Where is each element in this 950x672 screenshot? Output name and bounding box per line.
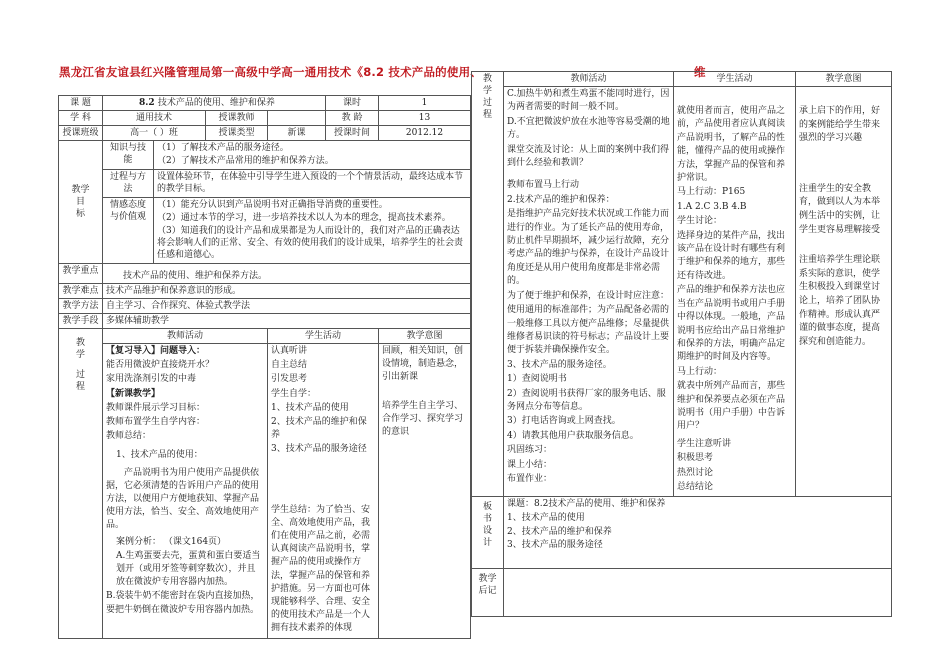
right-process-label: 教 学 过 程 — [472, 72, 504, 497]
board-design-content: 课题：8.2技术产品的使用、维护和保养 1、技术产品的使用 2、技术产品的维护和保养 3、技术产品的服务途径 — [504, 497, 892, 569]
process-label: 教 学 过 程 — [59, 329, 103, 639]
goals-label: 教学 目 标 — [59, 141, 103, 264]
document-title-line-2: 维 — [694, 65, 706, 79]
period-label: 课时 — [326, 96, 379, 111]
difficulty-value: 技术产品维护和保养意识的形成。 — [103, 284, 471, 299]
class-value: 高一（ ）班 — [103, 126, 206, 141]
lesson-type-value: 新课 — [268, 126, 326, 141]
lesson-plan-right-table — [471, 71, 892, 617]
right-intent-cell: 承上启下的作用，好的案例能给学生带来强烈的学习兴趣 注重学生的安全教育，做到以人为本举例生活中的实例，让学生更容易理解接受 注重培养学生理论联系实际的意识，使学生积极投入到课堂讨论上，培养了团队协作精神。形成认真严谨的做事态度，提高探究和创造能力。 — [796, 87, 892, 497]
goal-attitude-text: （1）能充分认识到产品说明书对正确指导消费的重要性。 （2）通过本节的学习，进一步培养技术以人为本的理念，提高技术素养。 （3）知道我们的设计产品和成果都是为人而设计的，我们对产品的正确表达将会影响人们的正常、安全、有效的使用我们的设计成果，培养学生的社会责任感和道德心。 — [154, 198, 471, 264]
seniority-label: 教 龄 — [326, 111, 379, 126]
goal-attitude-label: 情感态度与价值观 — [103, 198, 154, 264]
topic-label: 课 题 — [59, 96, 103, 111]
right-student-cell: 就使用者而言，使用产品之前，产品使用者应认真阅读产品说明书，了解产品的性能，懂得产品的使用或操作方法，掌握产品的保管和养护常识。 马上行动：P165 1.A 2.C 3.B 4.B 学生讨论： 选择身边的某件产品，找出该产品在设计时有哪些有利于维护和保养的地方，那些还有待改进。 产品的维护和保养方法也应当在产品说明书或用户手册中得以体现。一般地，产品说明书应给出产品日常维护和保养的方法，明确产品定期维护的时间及内容等。 马上行动： 就表中所列产品而言，那些维护和保养要点必须在产品说明书（用户手册）中告诉用户？ 学生注意听讲 积极思考 热烈讨论 总结结论 — [674, 87, 796, 497]
right-col-student: 学生活动 — [674, 72, 796, 87]
class-label: 授课班级 — [59, 126, 103, 141]
means-value: 多媒体辅助教学 — [103, 314, 471, 329]
board-design-label: 板 书 设 计 — [472, 497, 504, 569]
col-teaching-intent: 教学意图 — [379, 329, 471, 344]
subject-value: 通用技术 — [103, 111, 206, 126]
right-col-teacher: 教师活动 — [504, 72, 674, 87]
teacher-activity-cell: 【复习导入】问题导入： 能否用微波炉直接烧开水？ 家用洗涤剂引发的中毒 【新课教学】 教师课件展示学习目标： 教师布置学生自学内容： 教师总结： 1、技术产品的使用： 产品说明书为用户使用产品提供依据，它必须清楚的告诉用户产品的使用方法，以便用户方便地获知、掌握产品使用方法，恰当、安全、高效地使用产品。 案例分析： （课文164页） A.生鸡蛋要去壳，蛋黄和蛋白要适当划开（或用牙签等刺穿数次），并且放在微波炉专用容器内加热。 B.袋装牛奶不能密封在袋内直接加热，要把牛奶倒在微波炉专用容器内加热。 — [103, 344, 268, 639]
goal-process-label: 过程与方法 — [103, 170, 154, 198]
key-point-value: 技术产品的使用、维护和保养方法。 — [103, 264, 471, 284]
topic-value: 8.2 技术产品的使用、维护和保养 — [103, 96, 326, 111]
teacher-value — [268, 111, 326, 126]
means-label: 教学手段 — [59, 314, 103, 329]
right-teacher-cell: C.加热牛奶和煮生鸡蛋不能同时进行，因为两者需要的时间一般不同。 D.不宜把微波炉放在水池等容易受潮的地方。 课堂交流及讨论：从上面的案例中我们得到什么经验和教训？ 教师布置马上行动 2.技术产品的维护和保养： 是指维护产品完好技术状况或工作能力而进行的作业。为了延长产品的使用寿命，防止机件早期损坏，减少运行故障，充分考虑产品的维护与保养，在设计产品设计角度还是从用户使用角度都是非常必需的。 为了便于维护和保养，在设计时应注意： 使用通用的标准部件；为产品配备必需的一般维修工具以方便产品维修；尽量提供维修者易识读的符号标志；产品设计上要便于拆装并确保操作安全。 3、技术产品的服务途径。 1）查阅说明书 2）查阅说明书获得厂家的服务电话、服务网点分布等信息。 3）打电话咨询或上网查找。 4）请教其他用户获取服务信息。 巩固练习： 课上小结： 布置作业： — [504, 87, 674, 497]
intent-cell: 回顾，相关知识，创设情境，制造悬念，引出新课 培养学生自主学习、合作学习、探究学习的意识 — [379, 344, 471, 639]
lesson-time-label: 授课时间 — [326, 126, 379, 141]
teacher-label: 授课教师 — [206, 111, 268, 126]
col-teacher-activity: 教师活动 — [103, 329, 268, 344]
period-value: 1 — [379, 96, 471, 111]
lesson-plan-left-table — [58, 95, 471, 639]
goal-knowledge-text: （1）了解技术产品的服务途径。 （2）了解技术产品常用的维护和保养方法。 — [154, 141, 471, 170]
lesson-time-value: 2012.12 — [379, 126, 471, 141]
right-col-intent: 教学意图 — [796, 72, 892, 87]
method-label: 教学方法 — [59, 299, 103, 314]
reflection-label: 教学 后记 — [472, 569, 504, 617]
goal-process-text: 设置体验环节，在体验中引导学生进入预设的一个个情景活动，最终达成本节的教学目标。 — [154, 170, 471, 198]
seniority-value: 13 — [379, 111, 471, 126]
method-value: 自主学习、合作探究、体验式教学法 — [103, 299, 471, 314]
difficulty-label: 教学难点 — [59, 284, 103, 299]
reflection-content — [504, 569, 892, 617]
student-activity-cell: 认真听讲 自主总结 引发思考 学生自学： 1、技术产品的使用 2、技术产品的维护和保养 3、技术产品的服务途径 学生总结：为了恰当、安全、高效地使用产品，我们在使用产品之前，必需认真阅读产品说明书，掌握产品的使用或操作方法，掌握产品的保管和养护措施。另一方面也可体现能够科学、合理、安全的使用技术产品是一个人拥有技术素养的体现 — [268, 344, 379, 639]
col-student-activity: 学生活动 — [268, 329, 379, 344]
document-title-line-1: 黑龙江省友谊县红兴隆管理局第一高级中学高一通用技术《8.2 技术产品的使用、 — [59, 65, 482, 79]
lesson-type-label: 授课类型 — [206, 126, 268, 141]
goal-knowledge-label: 知识与技能 — [103, 141, 154, 170]
key-point-label: 教学重点 — [59, 264, 103, 284]
subject-label: 学 科 — [59, 111, 103, 126]
